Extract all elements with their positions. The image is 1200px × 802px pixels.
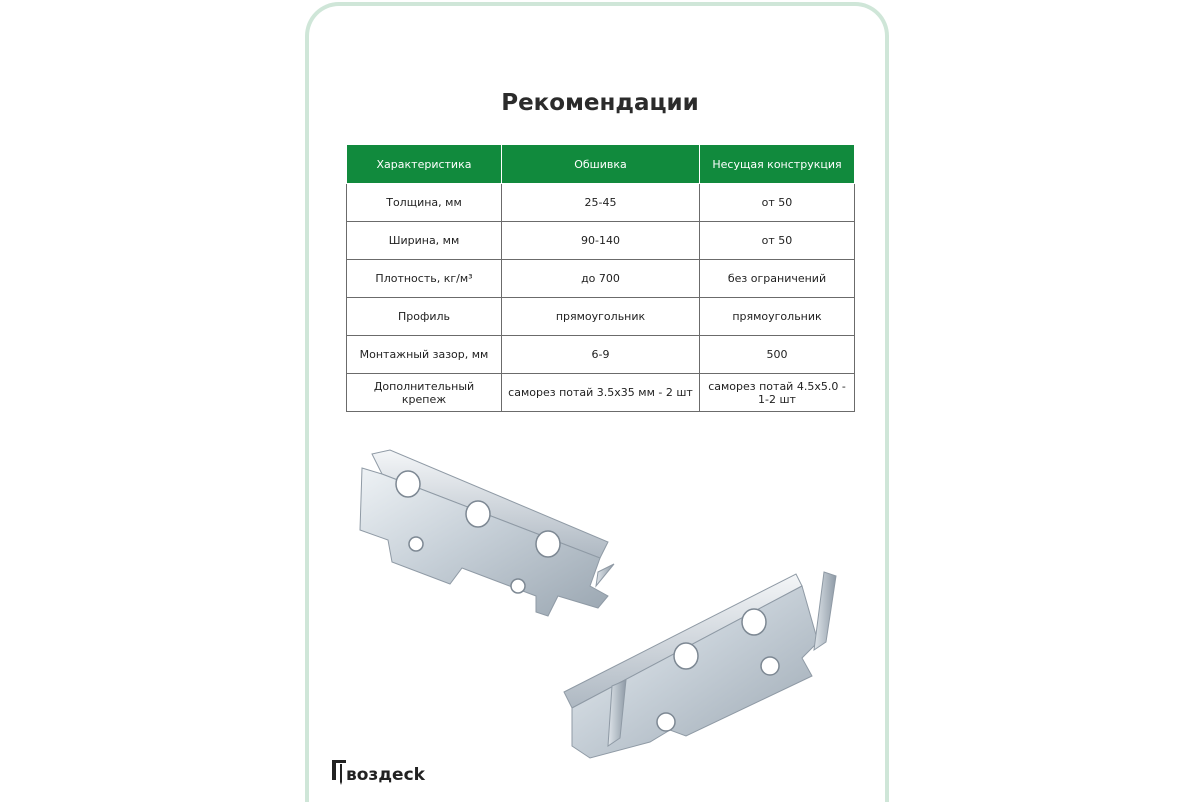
cell-cladding: 6-9 xyxy=(502,336,700,374)
row-label: Монтажный зазор, мм xyxy=(347,336,502,374)
table-row xyxy=(347,184,855,222)
cell-cladding: 90-140 xyxy=(502,222,700,260)
svg-text:воздeck: воздeck xyxy=(346,765,425,785)
cell-cladding: 25-45 xyxy=(502,184,700,222)
table-row xyxy=(347,222,855,260)
header-structure: Несущая конструкция xyxy=(700,145,855,184)
row-label: Толщина, мм xyxy=(347,184,502,222)
table-row xyxy=(347,336,855,374)
row-label: Профиль xyxy=(347,298,502,336)
cell-structure: от 50 xyxy=(700,184,855,222)
cell-structure: без ограничений xyxy=(700,260,855,298)
specs-table xyxy=(346,144,855,412)
cell-cladding: прямоугольник xyxy=(502,298,700,336)
metal-fastener-brackets-image xyxy=(350,446,850,776)
header-cladding: Обшивка xyxy=(502,145,700,184)
table-header-row xyxy=(347,145,855,184)
cell-structure: прямоугольник xyxy=(700,298,855,336)
row-label: Дополнительный крепеж xyxy=(347,374,502,412)
cell-cladding: до 700 xyxy=(502,260,700,298)
page-title: Рекомендации xyxy=(501,90,699,116)
cell-structure: от 50 xyxy=(700,222,855,260)
brand-logo xyxy=(330,752,430,786)
cell-cladding: саморез потай 3.5x35 мм - 2 шт xyxy=(502,374,700,412)
cell-structure: 500 xyxy=(700,336,855,374)
bracket-top xyxy=(360,450,614,616)
row-label: Ширина, мм xyxy=(347,222,502,260)
table-row xyxy=(347,298,855,336)
table-row xyxy=(347,374,855,412)
cell-structure: саморез потай 4.5x5.0 - 1-2 шт xyxy=(700,374,855,412)
row-label: Плотность, кг/м³ xyxy=(347,260,502,298)
header-characteristic: Характеристика xyxy=(347,145,502,184)
table-row xyxy=(347,260,855,298)
